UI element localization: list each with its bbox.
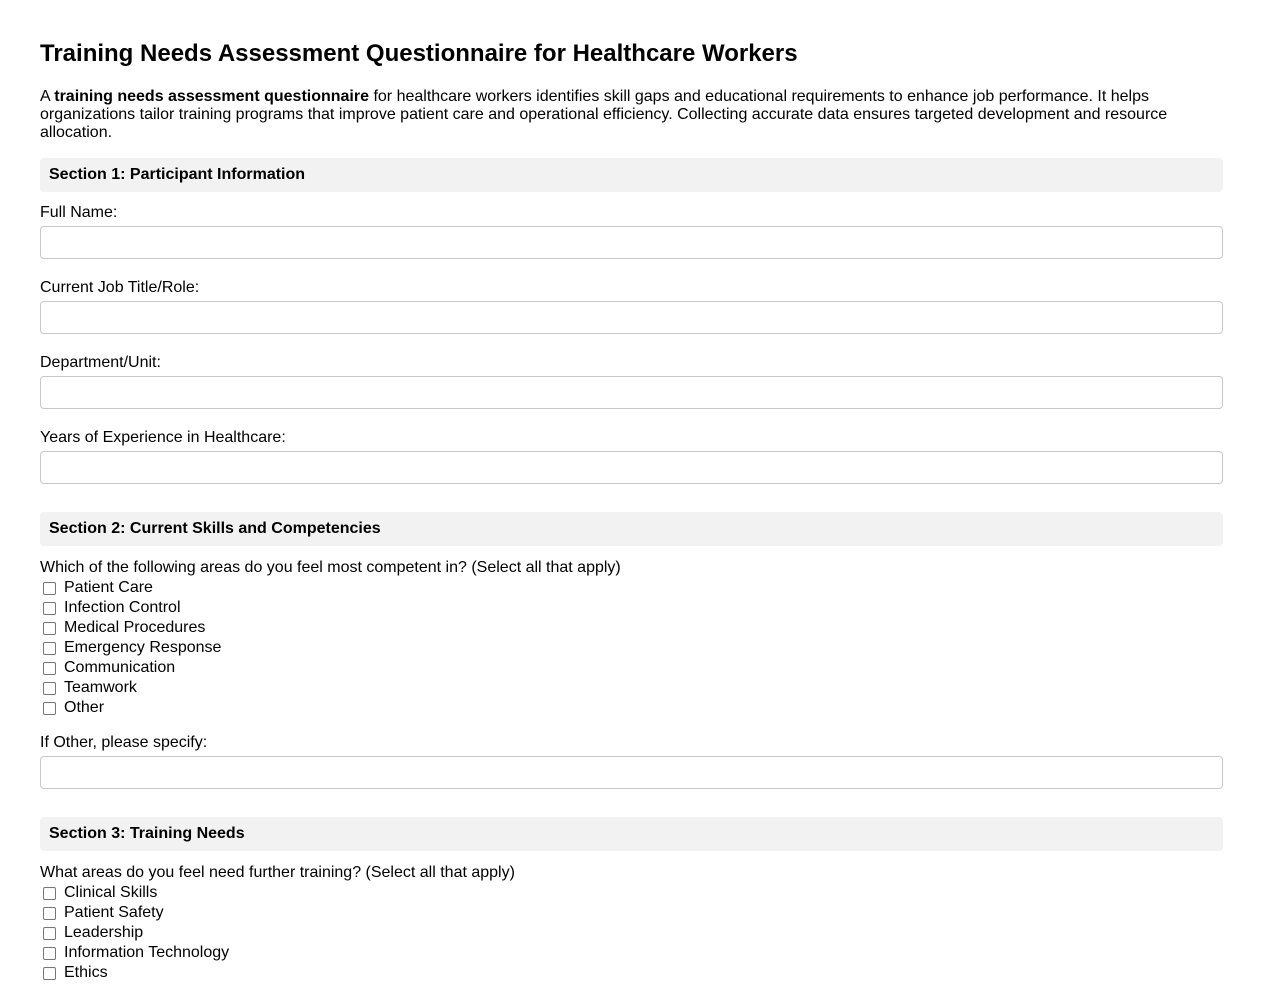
competency-option-teamwork[interactable] [40,678,1223,698]
competency-option-emergency-response[interactable] [40,638,1223,658]
intro-paragraph [40,88,1200,142]
ethics-label: Ethics [64,964,108,981]
leadership-checkbox[interactable] [43,927,56,940]
experience-input[interactable] [40,451,1223,484]
experience-group [40,429,1223,484]
medical-procedures-checkbox[interactable] [43,622,56,635]
other-specify-input[interactable] [40,756,1223,789]
intro-bold-term: training needs assessment questionnaire [54,88,369,105]
infection-control-checkbox[interactable] [43,602,56,615]
patient-care-checkbox[interactable] [43,582,56,595]
communication-checkbox[interactable] [43,662,56,675]
full-name-input[interactable] [40,226,1223,259]
full-name-group [40,204,1223,259]
patient-safety-label: Patient Safety [64,904,164,921]
other-specify-label: If Other, please specify: [40,734,208,751]
full-name-label: Full Name: [40,204,118,221]
competency-option-patient-care[interactable] [40,578,1223,598]
section-2-header: Section 2: Current Skills and Competencies [40,512,1223,546]
clinical-skills-checkbox[interactable] [43,887,56,900]
job-title-input[interactable] [40,301,1223,334]
department-label: Department/Unit: [40,354,161,371]
department-group [40,354,1223,409]
training-option-clinical-skills[interactable] [40,883,1223,903]
job-title-label: Current Job Title/Role: [40,279,200,296]
page-title: Training Needs Assessment Questionnaire for Healthcare Workers [40,40,798,67]
competency-option-communication[interactable] [40,658,1223,678]
teamwork-label: Teamwork [64,679,137,696]
training-option-leadership[interactable] [40,923,1223,943]
patient-safety-checkbox[interactable] [43,907,56,920]
information-technology-label: Information Technology [64,944,230,961]
medical-procedures-label: Medical Procedures [64,619,206,636]
training-option-information-technology[interactable] [40,943,1223,963]
competency-option-infection-control[interactable] [40,598,1223,618]
department-input[interactable] [40,376,1223,409]
job-title-group [40,279,1223,334]
experience-label: Years of Experience in Healthcare: [40,429,286,446]
training-needs-question: What areas do you feel need further training? (Select all that apply) [40,864,515,881]
intro-prefix: A [40,88,55,105]
emergency-response-checkbox[interactable] [43,642,56,655]
communication-label: Communication [64,659,176,676]
training-option-ethics[interactable] [40,963,1223,983]
training-needs-options [40,883,1223,983]
other-checkbox[interactable] [43,702,56,715]
section-1-header: Section 1: Participant Information [40,158,1223,192]
competency-options [40,578,1223,718]
competency-option-medical-procedures[interactable] [40,618,1223,638]
training-option-patient-safety[interactable] [40,903,1223,923]
competency-option-other[interactable] [40,698,1223,718]
leadership-label: Leadership [64,924,144,941]
information-technology-checkbox[interactable] [43,947,56,960]
teamwork-checkbox[interactable] [43,682,56,695]
other-label: Other [64,699,105,716]
ethics-checkbox[interactable] [43,967,56,980]
clinical-skills-label: Clinical Skills [64,884,158,901]
emergency-response-label: Emergency Response [64,639,222,656]
intro-suffix: for healthcare workers identifies skill gaps and educational requirements to enhance job performance. It helps organizations tailor training programs that improve patient care and operational efficiency. Collecting accurate data ensures targeted development and resource allocation. [40,88,1168,141]
infection-control-label: Infection Control [64,599,181,616]
patient-care-label: Patient Care [64,579,153,596]
section-3-header: Section 3: Training Needs [40,817,1223,851]
other-specify-group [40,734,1223,789]
competency-question: Which of the following areas do you feel most competent in? (Select all that apply) [40,559,621,576]
